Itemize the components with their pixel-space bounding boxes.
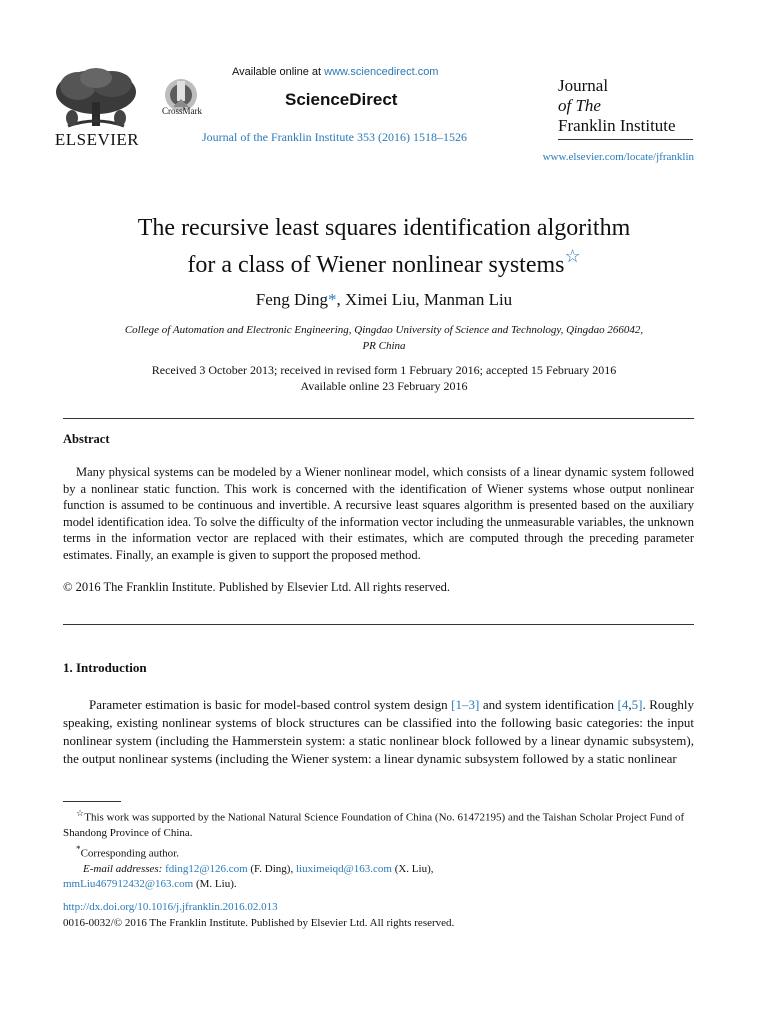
- received-dates: Received 3 October 2013; received in revised form 1 February 2016; accepted 15 February 2016: [151, 363, 617, 377]
- corresponding-footnote-mark: *: [76, 843, 81, 854]
- sciencedirect-link[interactable]: www.sciencedirect.com: [324, 66, 439, 78]
- citation-link[interactable]: [1–3]: [451, 697, 480, 712]
- crossmark-label: CrossMark: [162, 106, 202, 116]
- title-line1: The recursive least squares identification algorithm: [137, 215, 631, 241]
- doi-link[interactable]: http://dx.doi.org/10.1016/j.jfranklin.2016.02.013: [63, 901, 278, 913]
- abstract-copyright: © 2016 The Franklin Institute. Published by Elsevier Ltd. All rights reserved.: [63, 580, 450, 594]
- email-footnote: E-mail addresses: fding12@126.com (F. Ding), liuximeiqd@163.com (X. Liu), mmLiu467912432@163.com (M. Liu).: [63, 862, 434, 891]
- available-online-line: [232, 66, 438, 78]
- publisher-name: ELSEVIER: [54, 130, 140, 149]
- abstract-heading: Abstract: [63, 432, 110, 446]
- introduction-paragraph: Parameter estimation is basic for model-based control system design [1–3] and system identification [4,5]. Roughly speaking, existing nonlinear systems of block structures can be classified into the following basic categories: the input nonlinear system (including the Hammerstein system: a static nonlinear block followed by a linear dynamic subsystem), the output nonlinear systems (including the Wiener system: a linear dynamic subsystem followed by a static nonlinear: [63, 697, 694, 766]
- article-title: [0, 214, 768, 279]
- other-authors: , Ximei Liu, Manman Liu: [336, 290, 513, 309]
- author-feng-ding: Feng Ding: [255, 290, 329, 309]
- title-line2: for a class of Wiener nonlinear systems☆: [187, 246, 581, 278]
- journal-name-rule: [558, 139, 693, 140]
- available-online-prefix: Available online at: [232, 66, 325, 78]
- journal-name-line3: Franklin Institute: [558, 116, 676, 135]
- journal-name-line2: of The: [558, 96, 601, 115]
- citation-link[interactable]: 5]: [631, 697, 643, 712]
- footnotes: [63, 806, 694, 893]
- journal-url-link[interactable]: www.elsevier.com/locate/jfranklin: [542, 151, 694, 163]
- email-label: E-mail addresses:: [83, 862, 163, 875]
- author-list: [0, 290, 768, 310]
- section-heading-introduction: 1. Introduction: [63, 660, 147, 675]
- affiliation-line2: PR China: [362, 340, 406, 352]
- email-link[interactable]: fding12@126.com: [165, 862, 248, 875]
- journal-reference[interactable]: Journal of the Franklin Institute 353 (2016) 1518–1526: [202, 130, 467, 144]
- abstract-body: Many physical systems can be modeled by a Wiener nonlinear model, which consists of a linear dynamic system followed by a nonlinear static function. This work is concerned with the identification of Wiener systems whose output nonlinear function is assumed to be continuous and invertible. A recursive least squares algorithm is presented based on the auxiliary model identification idea. To solve the difficulty of the information vector including the unmeasurable variables, the unknown terms in the information vector are replaced with their estimates, which are computed through the preceding parameter estimates. Finally, an example is given to support the proposed method.: [63, 465, 694, 562]
- page-footer: [63, 900, 694, 931]
- affiliation: [54, 322, 714, 354]
- abstract-bottom-rule: [63, 624, 694, 625]
- journal-name: [558, 76, 676, 136]
- email-link[interactable]: mmLiu467912432@163.com: [63, 878, 194, 891]
- funding-footnote: ☆This work was supported by the National Natural Science Foundation of China (No. 61472195) and the Taishan Scholar Project Fund of Shandong Province of China.: [63, 808, 685, 840]
- article-history: [0, 362, 768, 394]
- citation-link[interactable]: [4: [617, 697, 629, 712]
- email-link[interactable]: liuximeiqd@163.com: [295, 862, 392, 875]
- affiliation-line1: College of Automation and Electronic Engineering, Qingdao University of Science and Technology, Qingdao 266042,: [124, 324, 644, 336]
- abstract-top-rule: [63, 418, 694, 419]
- title-footnote-mark[interactable]: ☆: [564, 246, 581, 266]
- footnote-rule: [63, 801, 121, 802]
- corresponding-author-mark[interactable]: *: [328, 290, 337, 309]
- journal-name-line1: Journal: [558, 76, 609, 95]
- funding-footnote-mark: ☆: [76, 808, 85, 818]
- sciencedirect-wordmark: ScienceDirect: [285, 90, 398, 109]
- issn-copyright: 0016-0032/© 2016 The Franklin Institute. Published by Elsevier Ltd. All rights reserved.: [63, 916, 455, 929]
- corresponding-footnote: *Corresponding author.: [76, 843, 179, 860]
- available-online-date: Available online 23 February 2016: [300, 379, 468, 393]
